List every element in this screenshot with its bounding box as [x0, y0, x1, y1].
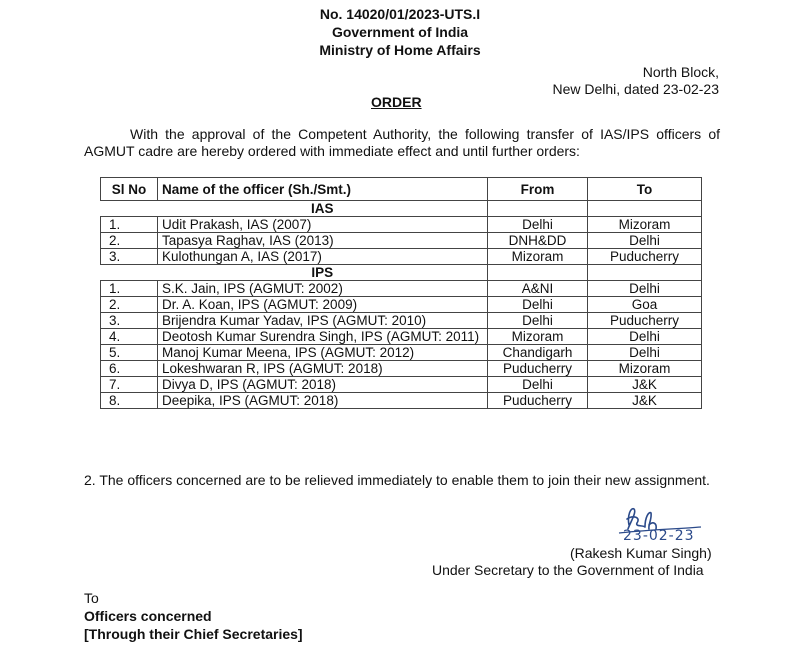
table-group-row [101, 265, 702, 281]
group-label: IPS [158, 265, 488, 281]
sl-cell: 7. [101, 377, 158, 393]
to-cell: Puducherry [588, 249, 702, 265]
officer-name-cell: Dr. A. Koan, IPS (AGMUT: 2009) [158, 297, 488, 313]
sl-cell: 2. [101, 297, 158, 313]
group-empty-cell [488, 201, 588, 217]
header-sl-no: Sl No [101, 178, 158, 201]
table-body [101, 201, 702, 409]
sl-cell: 6. [101, 361, 158, 377]
to-label: To [84, 590, 99, 606]
header-officer-name: Name of the officer (Sh./Smt.) [158, 178, 488, 201]
intro-paragraph: With the approval of the Competent Authority, the following transfer of IAS/IPS officers of AGMUT cadre are hereby ordered with immediate effect and until further orders: [84, 126, 720, 159]
table-row [101, 361, 702, 377]
from-cell: Delhi [488, 377, 588, 393]
sl-cell: 8. [101, 393, 158, 409]
addressee-line-2: [Through their Chief Secretaries] [84, 626, 303, 642]
table-row [101, 377, 702, 393]
to-cell: Delhi [588, 281, 702, 297]
officer-name-cell: Deotosh Kumar Surendra Singh, IPS (AGMUT: 2011) [158, 329, 488, 345]
officer-name-cell: Brijendra Kumar Yadav, IPS (AGMUT: 2010) [158, 313, 488, 329]
relieving-paragraph: 2. The officers concerned are to be relieved immediately to enable them to join their new assignment. [84, 472, 710, 488]
officer-name-cell: Tapasya Raghav, IAS (2013) [158, 233, 488, 249]
from-cell: Delhi [488, 313, 588, 329]
officer-name-cell: S.K. Jain, IPS (AGMUT: 2002) [158, 281, 488, 297]
group-blank-cell [101, 201, 158, 217]
table-group-row [101, 201, 702, 217]
sl-cell: 4. [101, 329, 158, 345]
from-cell: Mizoram [488, 329, 588, 345]
signature-date: 23-02-23 [623, 528, 695, 544]
from-cell: DNH&DD [488, 233, 588, 249]
sl-cell: 3. [101, 313, 158, 329]
sl-cell: 3. [101, 249, 158, 265]
table-row [101, 393, 702, 409]
to-cell: J&K [588, 377, 702, 393]
officer-name-cell: Udit Prakash, IAS (2007) [158, 217, 488, 233]
signatory-designation: Under Secretary to the Government of India [432, 562, 704, 578]
from-cell: Chandigarh [488, 345, 588, 361]
to-cell: Goa [588, 297, 702, 313]
group-empty-cell [588, 201, 702, 217]
order-title: ORDER [371, 94, 422, 110]
officer-name-cell: Lokeshwaran R, IPS (AGMUT: 2018) [158, 361, 488, 377]
from-cell: A&NI [488, 281, 588, 297]
document-number: No. 14020/01/2023-UTS.I [319, 6, 481, 22]
sl-cell: 1. [101, 281, 158, 297]
to-cell: Puducherry [588, 313, 702, 329]
to-cell: J&K [588, 393, 702, 409]
to-cell: Mizoram [588, 361, 702, 377]
sl-cell: 1. [101, 217, 158, 233]
table-row [101, 313, 702, 329]
group-label: IAS [158, 201, 488, 217]
date-line: New Delhi, dated 23-02-23 [552, 81, 719, 97]
government-heading: Government of India [331, 24, 469, 40]
officer-name-cell: Divya D, IPS (AGMUT: 2018) [158, 377, 488, 393]
table-row [101, 249, 702, 265]
from-cell: Delhi [488, 297, 588, 313]
to-cell: Delhi [588, 345, 702, 361]
place-line: North Block, [642, 64, 719, 80]
officer-name-cell: Deepika, IPS (AGMUT: 2018) [158, 393, 488, 409]
table-row [101, 329, 702, 345]
signatory-name: (Rakesh Kumar Singh) [570, 545, 712, 561]
sl-cell: 5. [101, 345, 158, 361]
group-empty-cell [588, 265, 702, 281]
header-from: From [488, 178, 588, 201]
from-cell: Puducherry [488, 393, 588, 409]
table-row [101, 233, 702, 249]
table-row [101, 281, 702, 297]
group-blank-cell [101, 265, 158, 281]
table-row [101, 297, 702, 313]
officer-name-cell: Kulothungan A, IAS (2017) [158, 249, 488, 265]
officer-name-cell: Manoj Kumar Meena, IPS (AGMUT: 2012) [158, 345, 488, 361]
from-cell: Delhi [488, 217, 588, 233]
from-cell: Puducherry [488, 361, 588, 377]
table-header-row [101, 178, 702, 201]
to-cell: Mizoram [588, 217, 702, 233]
transfer-table [100, 177, 702, 409]
table-row [101, 345, 702, 361]
group-empty-cell [488, 265, 588, 281]
table-row [101, 217, 702, 233]
ministry-heading: Ministry of Home Affairs [319, 42, 481, 58]
to-cell: Delhi [588, 329, 702, 345]
sl-cell: 2. [101, 233, 158, 249]
to-cell: Delhi [588, 233, 702, 249]
header-to: To [588, 178, 702, 201]
addressee-line-1: Officers concerned [84, 608, 212, 624]
from-cell: Mizoram [488, 249, 588, 265]
